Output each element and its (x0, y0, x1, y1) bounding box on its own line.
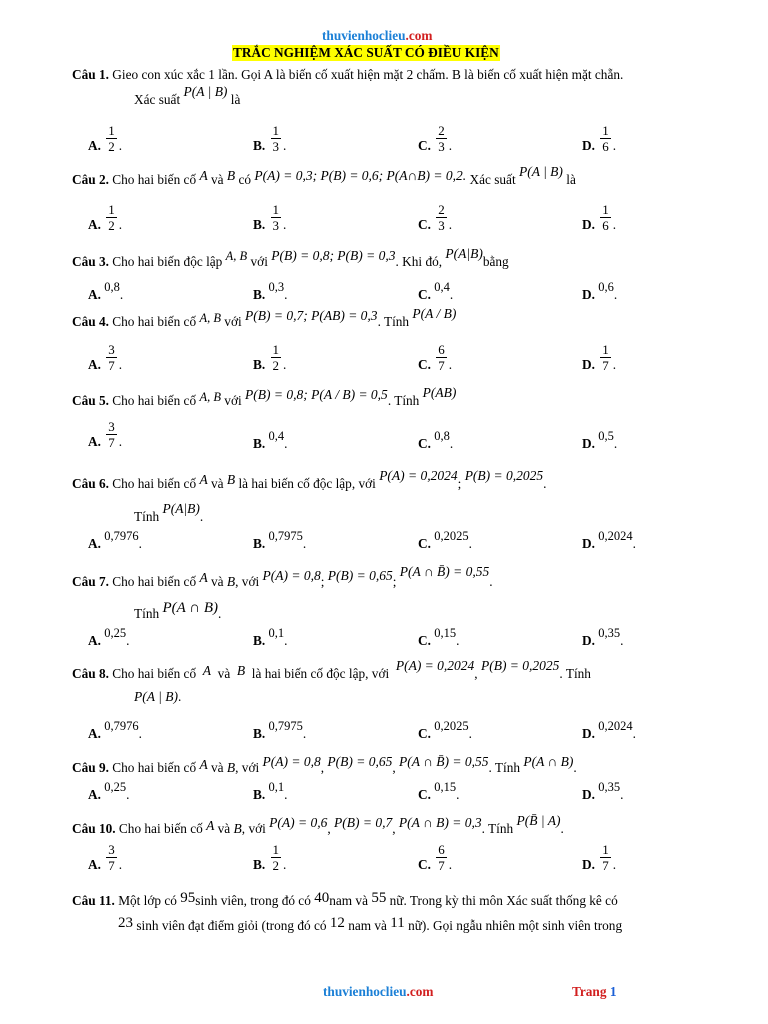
question-text: . Tính (377, 314, 410, 329)
question-text: và (211, 760, 224, 775)
math-expression: P(A | B) (518, 164, 563, 179)
fraction-numerator: 1 (272, 123, 280, 138)
option-value: 0,7976 (104, 719, 139, 733)
option-value: 0,7975 (268, 529, 303, 543)
option-label: B. (253, 726, 266, 741)
answer-option-c[interactable]: C. $\frac{2}{3}$ . (418, 123, 453, 154)
fraction-denominator: 6 (602, 218, 609, 233)
document-title: TRẮC NGHIỆM XÁC SUẤT CÓ ĐIỀU KIỆN (233, 45, 499, 60)
option-value: 0,4 (434, 280, 450, 294)
fraction (106, 343, 117, 372)
question-number: Câu 3. (72, 254, 109, 269)
option-value: 0,15 (434, 780, 457, 794)
question-6-line2: Tính P(A|B). (134, 501, 204, 524)
site-tld: .com (406, 984, 434, 999)
question-text: , với (241, 821, 266, 836)
question-text: là (230, 92, 241, 107)
fraction (271, 124, 282, 153)
fraction-numerator: 2 (438, 202, 445, 217)
question-number: Câu 4. (72, 314, 109, 329)
fraction-numerator: 1 (272, 202, 280, 217)
answer-option-d[interactable]: D. 0,35. (582, 626, 624, 648)
math-variable: A (199, 570, 208, 585)
question-text: Cho hai biến cố (112, 172, 197, 187)
question-number: Câu 10. (72, 821, 116, 836)
answer-option-d[interactable]: D. 0,2024. (582, 719, 636, 741)
question-text: Tính (134, 509, 160, 524)
answer-option-a[interactable]: A. 0,8. (88, 280, 124, 302)
fraction-numerator: 6 (438, 342, 445, 357)
question-7-line2: Tính P(A ∩ B). (134, 600, 222, 621)
option-label: A. (88, 433, 101, 449)
option-value: 0,35 (598, 626, 621, 640)
option-value: 0,1 (268, 780, 285, 794)
question-text: và (217, 821, 231, 836)
option-label: A. (88, 137, 101, 153)
fraction-numerator: 1 (602, 202, 609, 217)
fraction (600, 843, 611, 872)
number: 12 (329, 915, 345, 931)
math-expression: P(B) = 0,7 (334, 815, 393, 830)
option-label: A. (88, 536, 101, 551)
option-label: B. (253, 633, 266, 648)
question-text: . Tính (481, 821, 514, 836)
question-text: Cho hai biến cố (112, 666, 197, 681)
option-value: 0,5 (598, 429, 614, 443)
question-text: có (238, 172, 252, 187)
option-label: A. (88, 726, 101, 741)
fraction (106, 843, 117, 872)
question-text: sinh viên, trong đó có (195, 893, 311, 908)
fraction-numerator: 1 (272, 342, 280, 357)
question-text: . Khi đó, (395, 254, 443, 269)
math-variable: B (236, 663, 246, 678)
answer-option-a[interactable]: A. $\frac{3}{7}$ . (88, 342, 123, 373)
math-variable: A, B (225, 249, 248, 263)
fraction-denominator: 7 (438, 858, 445, 873)
site-tld: .com (405, 28, 433, 43)
option-label: D. (582, 726, 595, 741)
option-label: B. (253, 216, 266, 232)
fraction-denominator: 6 (602, 139, 609, 154)
answer-option-b[interactable]: B. 0,7975. (253, 719, 307, 741)
math-variable: A (199, 168, 208, 183)
math-expression: P(A ∩ B) (523, 754, 574, 769)
option-label: A. (88, 633, 101, 648)
option-label: D. (582, 856, 595, 872)
answer-option-a[interactable]: A. 0,7976. (88, 529, 142, 551)
question-4 (72, 306, 457, 330)
question-number: Câu 8. (72, 666, 109, 681)
site-footer (323, 984, 433, 1000)
option-label: D. (582, 287, 595, 302)
answer-option-c[interactable]: C. 0,2025. (418, 719, 472, 741)
math-expression: P(B̄ | A) (516, 813, 561, 828)
math-expression: P(B) = 0,2025 (480, 658, 560, 673)
math-expression: P(B) = 0,8; P(B) = 0,3 (271, 248, 396, 263)
fraction-denominator: 7 (108, 858, 115, 873)
question-text: Gieo con xúc xắc 1 lần. Gọi A là biến cố xuất hiện mặt 2 chấm. B là biến cố xuất hiện mặt chẵn. (112, 67, 624, 82)
option-label: B. (253, 137, 266, 153)
fraction (106, 124, 117, 153)
answer-option-d[interactable]: D. 0,6. (582, 280, 618, 302)
option-value: 0,1 (268, 626, 285, 640)
option-value: 0,2025 (434, 719, 469, 733)
fraction-numerator: 3 (108, 419, 115, 434)
question-10: Câu 10. Cho hai biến cố A và B, với P(A) = 0,6, P(B) = 0,7, P(A ∩ B) = 0,3. Tính P(B̄ | A). (72, 813, 564, 836)
fraction (436, 203, 447, 232)
question-text: Cho hai biến cố (112, 760, 197, 775)
fraction (106, 203, 117, 232)
fraction (436, 124, 447, 153)
fraction-denominator: 2 (272, 358, 280, 373)
question-text: và (211, 574, 224, 589)
fraction (600, 203, 611, 232)
math-expression: P(A) = 0,8 (262, 754, 321, 769)
page-label: Trang (572, 984, 607, 999)
question-text: Tính (134, 606, 160, 621)
math-expression: P(AB) (422, 385, 457, 400)
question-text: . Tính (387, 393, 420, 408)
question-text: là hai biến cố độc lập, với (251, 666, 390, 681)
answer-option-b[interactable]: B. $\frac{1}{3}$ . (253, 202, 287, 233)
fraction (600, 343, 611, 372)
option-value: 0,6 (598, 280, 614, 294)
question-text: nữ). Gọi ngẫu nhiên một sinh viên trong (408, 918, 623, 933)
option-label: B. (253, 436, 266, 451)
fraction-denominator: 7 (438, 358, 445, 373)
math-expression: P(A) = 0,2024 (379, 468, 458, 483)
option-value: 0,25 (104, 626, 127, 640)
answer-option-c[interactable]: C. 0,8. (418, 429, 454, 451)
answer-option-c[interactable]: C. 0,2025. (418, 529, 472, 551)
question-text: Xác suất (469, 172, 516, 187)
option-value: 0,2025 (434, 529, 469, 543)
math-variable: B (226, 574, 236, 589)
math-variable: A (199, 757, 208, 772)
question-text: với (224, 314, 242, 329)
option-label: D. (582, 356, 595, 372)
answer-option-a[interactable]: A. 0,25. (88, 626, 130, 648)
question-text: Cho hai biến cố (112, 476, 197, 491)
answer-option-d[interactable]: D. $\frac{1}{6}$ . (582, 202, 617, 233)
fraction-numerator: 1 (108, 123, 115, 138)
question-number: Câu 5. (72, 393, 109, 408)
answer-option-b[interactable]: B. 0,3. (253, 280, 288, 302)
question-text: Cho hai biến cố (112, 314, 197, 329)
fraction-numerator: 6 (438, 842, 445, 857)
math-expression: P(A ∩ B) (162, 600, 218, 616)
question-text: , với (235, 760, 260, 775)
fraction (271, 343, 282, 372)
question-text: Cho hai biến cố (112, 393, 197, 408)
fraction-denominator: 7 (602, 858, 609, 873)
math-expression: P(B) = 0,65 (327, 568, 393, 583)
question-number: Câu 9. (72, 760, 109, 775)
option-label: B. (253, 787, 266, 802)
question-text: với (250, 254, 268, 269)
option-label: A. (88, 356, 101, 372)
fraction (436, 843, 447, 872)
answer-option-b[interactable]: B. 0,1. (253, 780, 288, 802)
option-value: 0,4 (268, 429, 285, 443)
question-5 (72, 385, 457, 409)
option-label: C. (418, 137, 431, 153)
site-header (322, 28, 432, 44)
option-label: A. (88, 287, 101, 302)
question-number: Câu 11. (72, 893, 115, 908)
option-label: C. (418, 633, 431, 648)
answer-option-a[interactable]: A. $\frac{1}{2}$ . (88, 202, 123, 233)
option-value: 0,35 (598, 780, 621, 794)
math-variable: B (226, 472, 236, 487)
question-1-line2 (134, 84, 241, 108)
answer-option-d[interactable]: D. $\frac{1}{6}$ . (582, 123, 617, 154)
option-value: 0,7975 (268, 719, 303, 733)
fraction-denominator: 3 (272, 218, 280, 233)
option-label: D. (582, 787, 595, 802)
math-expression: P(B) = 0,7; P(AB) = 0,3 (245, 308, 378, 323)
question-text: Xác suất (134, 92, 181, 107)
option-label: A. (88, 787, 101, 802)
answer-option-c[interactable]: C. $\frac{6}{7}$ . (418, 842, 453, 873)
answer-option-a[interactable]: A. 0,25. (88, 780, 130, 802)
option-label: A. (88, 216, 101, 232)
math-expression: P(A | B) (134, 689, 178, 704)
math-expression: P(A ∩ B̄) = 0,55 (399, 754, 489, 769)
answer-option-a[interactable]: A. $\frac{3}{7}$ . (88, 842, 123, 873)
question-text: bằng (482, 254, 509, 269)
page-number (572, 984, 616, 1000)
fraction-denominator: 2 (108, 218, 115, 233)
answer-option-d[interactable]: D. $\frac{1}{7}$ . (582, 842, 617, 873)
math-variable: B (226, 168, 236, 183)
answer-option-c[interactable]: C. $\frac{2}{3}$ . (418, 202, 453, 233)
question-text: nam và (348, 918, 387, 933)
page-number-value: 1 (609, 984, 617, 999)
answer-option-a[interactable]: A. $\frac{1}{2}$ . (88, 123, 123, 154)
math-variable: B (226, 760, 236, 775)
option-label: C. (418, 536, 431, 551)
site-name: thuvienhoclieu (323, 984, 407, 999)
question-7: Câu 7. Cho hai biến cố A và B, với P(A) = 0,8; P(B) = 0,65; P(A ∩ B̄) = 0,55. (72, 564, 493, 589)
option-value: 0,2024 (598, 719, 633, 733)
option-label: C. (418, 787, 431, 802)
fraction-denominator: 2 (108, 139, 115, 154)
fraction-numerator: 1 (602, 842, 609, 857)
answer-option-b[interactable]: B. 0,1. (253, 626, 288, 648)
option-label: D. (582, 216, 595, 232)
math-expression: P(B) = 0,2025 (464, 468, 544, 483)
fraction-denominator: 7 (108, 358, 115, 373)
question-text: là hai biến cố độc lập, với (238, 476, 376, 491)
answer-option-c[interactable]: C. 0,4. (418, 280, 454, 302)
answer-option-a[interactable]: A. $\frac{3}{7}$ . (88, 419, 123, 450)
site-name: thuvienhoclieu (322, 28, 406, 43)
fraction-numerator: 1 (272, 842, 280, 857)
answer-option-b[interactable]: B. 0,7975. (253, 529, 307, 551)
option-label: B. (253, 856, 266, 872)
answer-option-b[interactable]: B. $\frac{1}{2}$ . (253, 342, 287, 373)
question-text: và (211, 172, 224, 187)
option-value: 0,3 (268, 280, 285, 294)
answer-option-b[interactable]: B. $\frac{1}{3}$ . (253, 123, 287, 154)
fraction (271, 843, 282, 872)
fraction (271, 203, 282, 232)
question-number: Câu 6. (72, 476, 109, 491)
fraction (436, 343, 447, 372)
answer-option-a[interactable]: A. 0,7976. (88, 719, 142, 741)
question-number: Câu 7. (72, 574, 109, 589)
option-value: 0,7976 (104, 529, 139, 543)
fraction-numerator: 3 (108, 342, 115, 357)
question-text: . Tính (488, 760, 521, 775)
option-value: 0,15 (434, 626, 457, 640)
option-label: C. (418, 287, 431, 302)
math-expression: P(A) = 0,3; P(B) = 0,6; P(A∩B) = 0,2. (254, 168, 467, 183)
math-variable: A (206, 818, 215, 833)
question-8: Câu 8. Cho hai biến cố A và B là hai biến cố độc lập, với P(A) = 0,2024, P(B) = 0,2025. Tính (72, 658, 591, 681)
fraction-numerator: 1 (602, 342, 609, 357)
answer-option-d[interactable]: D. 0,5. (582, 429, 618, 451)
math-expression: P(A) = 0,6 (269, 815, 328, 830)
option-label: C. (418, 726, 431, 741)
fraction-denominator: 3 (272, 139, 280, 154)
math-variable: A, B (199, 390, 221, 404)
math-variable: A, B (199, 311, 221, 325)
number: 40 (314, 890, 330, 906)
number: 23 (118, 915, 133, 931)
question-1 (72, 67, 623, 83)
math-variable: A (202, 663, 212, 678)
answer-option-c[interactable]: C. 0,15. (418, 780, 460, 802)
math-expression: P(A | B) (183, 84, 228, 99)
question-2 (72, 164, 576, 188)
number: 95 (180, 890, 196, 906)
number: 55 (371, 890, 387, 906)
answer-option-d[interactable]: D. $\frac{1}{7}$ . (582, 342, 617, 373)
option-label: D. (582, 436, 595, 451)
option-value: 0,25 (104, 780, 127, 794)
math-expression: P(A) = 0,8 (262, 568, 321, 583)
math-variable: B (233, 821, 242, 836)
question-text: , với (235, 574, 260, 589)
question-3 (72, 246, 509, 270)
question-text: và (217, 666, 231, 681)
question-11-line2 (118, 915, 623, 935)
question-text: với (224, 393, 242, 408)
option-value: 0,8 (434, 429, 450, 443)
fraction-numerator: 1 (108, 202, 115, 217)
option-label: D. (582, 137, 595, 153)
question-6: Câu 6. Cho hai biến cố A và B là hai biến cố độc lập, với P(A) = 0,2024; P(B) = 0,2025. (72, 468, 547, 491)
fraction (600, 124, 611, 153)
answer-option-c[interactable]: C. 0,15. (418, 626, 460, 648)
option-value: 0,2024 (598, 529, 633, 543)
option-label: C. (418, 216, 431, 232)
option-label: C. (418, 856, 431, 872)
math-expression: P(A|B) (445, 246, 483, 261)
fraction (106, 420, 117, 449)
question-text: . Tính (559, 666, 591, 681)
fraction-numerator: 1 (602, 123, 609, 138)
math-variable: A (199, 472, 208, 487)
question-9: Câu 9. Cho hai biến cố A và B, với P(A) = 0,8, P(B) = 0,65, P(A ∩ B̄) = 0,55. Tính P(A ∩ B). (72, 754, 577, 775)
math-expression: P(B) = 0,8; P(A / B) = 0,5 (245, 387, 388, 402)
question-text: Cho hai biến cố (118, 821, 203, 836)
fraction-denominator: 7 (602, 358, 609, 373)
option-label: C. (418, 436, 431, 451)
question-number: Câu 1. (72, 67, 109, 82)
question-11 (72, 890, 618, 910)
answer-option-d[interactable]: D. 0,35. (582, 780, 624, 802)
answer-option-b[interactable]: B. $\frac{1}{2}$ . (253, 842, 287, 873)
option-label: D. (582, 633, 595, 648)
number: 11 (390, 915, 405, 931)
math-expression: P(A / B) (412, 306, 457, 321)
math-expression: P(A ∩ B) = 0,3 (398, 815, 482, 830)
question-text: Cho hai biến độc lập (112, 254, 223, 269)
question-text: nam và (329, 893, 368, 908)
option-label: A. (88, 856, 101, 872)
question-text: và (211, 476, 224, 491)
option-label: B. (253, 536, 266, 551)
math-expression: P(A) = 0,2024 (395, 658, 475, 673)
fraction-numerator: 2 (438, 123, 445, 138)
math-expression: P(A ∩ B̄) = 0,55 (399, 564, 490, 579)
question-8-line2: P(A | B). (134, 689, 182, 704)
option-label: B. (253, 356, 266, 372)
fraction-numerator: 3 (108, 842, 115, 857)
fraction-denominator: 3 (438, 139, 445, 154)
separator: ; (457, 476, 462, 491)
question-text: Một lớp có (118, 893, 177, 908)
question-text: sinh viên đạt điểm giỏi (trong đó có (136, 918, 327, 933)
fraction-denominator: 3 (438, 218, 445, 233)
fraction-denominator: 2 (272, 858, 280, 873)
option-label: D. (582, 536, 595, 551)
question-text: là (566, 172, 576, 187)
question-text: Cho hai biến cố (112, 574, 197, 589)
option-label: B. (253, 287, 266, 302)
answer-option-d[interactable]: D. 0,2024. (582, 529, 636, 551)
question-text: nữ. Trong kỳ thi môn Xác suất thống kê có (389, 893, 618, 908)
answer-option-b[interactable]: B. 0,4. (253, 429, 288, 451)
math-expression: P(B) = 0,65 (327, 754, 393, 769)
option-label: C. (418, 356, 431, 372)
question-number: Câu 2. (72, 172, 109, 187)
fraction-denominator: 7 (108, 435, 115, 450)
math-expression: P(A|B) (162, 501, 200, 516)
option-value: 0,8 (104, 280, 120, 294)
answer-option-c[interactable]: C. $\frac{6}{7}$ . (418, 342, 453, 373)
